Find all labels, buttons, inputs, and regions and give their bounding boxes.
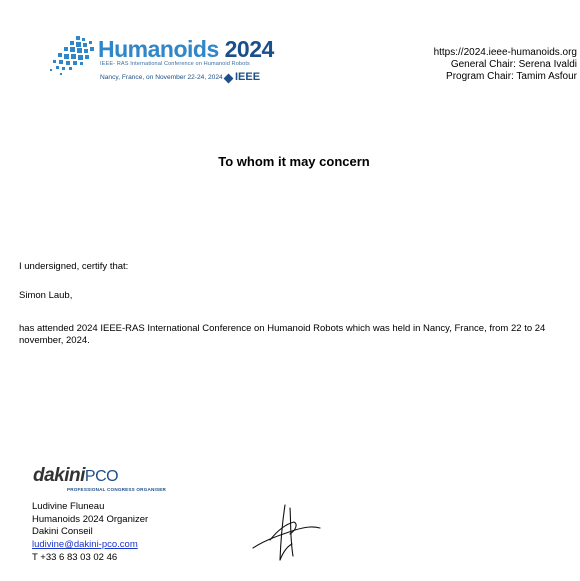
humanoids-2024-logo — [46, 28, 286, 90]
handwritten-signature — [250, 500, 325, 565]
pixel-cluster-icon — [46, 34, 98, 80]
logo-subtitle: IEEE- RAS International Conference on Humanoid Robots — [100, 61, 250, 67]
attendee-name: Simon Laub, — [19, 290, 73, 301]
dakini-pco-logo — [30, 465, 167, 497]
signer-email-link[interactable]: ludivine@dakini-pco.com — [32, 539, 138, 551]
signer-role: Humanoids 2024 Organizer — [32, 513, 149, 525]
header-info — [434, 47, 577, 83]
signer-name: Ludivine Fluneau — [32, 501, 105, 512]
signer-phone: T +33 6 83 03 02 46 — [32, 551, 118, 563]
pco-logo-text: PCO — [84, 468, 119, 485]
ieee-diamond-icon — [224, 74, 234, 84]
program-chair: Program Chair: Tamim Asfour — [446, 71, 577, 82]
signature-block — [32, 501, 148, 565]
certify-line: I undersigned, certify that: — [19, 261, 129, 272]
conference-url: https://2024.ieee-humanoids.org — [433, 47, 577, 58]
general-chair: General Chair: Serena Ivaldi — [450, 59, 577, 70]
dakini-logo-tagline: PROFESSIONAL CONGRESS ORGANISER — [67, 487, 167, 492]
logo-location: Nancy, France, on November 22-24, 2024 — [100, 74, 223, 81]
letter-heading: To whom it may concern — [218, 154, 370, 169]
ieee-logo-text: IEEE — [235, 71, 261, 83]
dakini-logo-text: dakini — [33, 465, 85, 486]
attendance-statement: has attended 2024 IEEE-RAS International Conference on Humanoid Robots which was held in Nancy, France, from 22 to 24 november, 2024. — [19, 323, 546, 346]
logo-title — [98, 36, 274, 63]
signer-company: Dakini Conseil — [32, 526, 93, 538]
logo-title-part1: Humanoids — [98, 36, 219, 62]
logo-title-part2: 2024 — [218, 36, 274, 62]
dakini-logo-word — [33, 465, 118, 487]
